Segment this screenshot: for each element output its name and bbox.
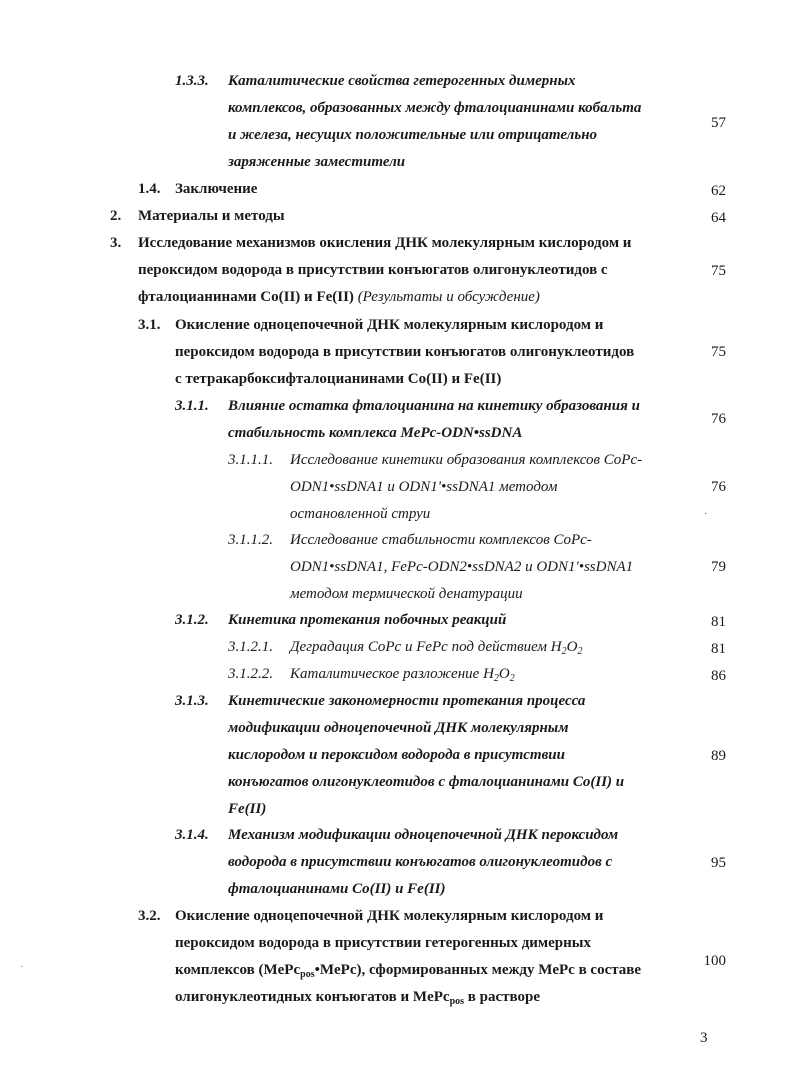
toc-page: 81 — [711, 641, 726, 657]
toc-title[interactable]: Каталитическое разложение $H_2O_2$ — [290, 666, 515, 684]
toc-number: 1.4. — [138, 181, 161, 197]
toc-page: 76 — [711, 479, 726, 495]
toc-page: 76 — [711, 411, 726, 427]
toc-number: 1.3.3. — [175, 73, 209, 89]
toc-number: 2. — [110, 208, 122, 224]
toc-title[interactable]: Заключение — [175, 181, 258, 197]
toc-number: 3.2. — [138, 908, 161, 924]
toc-page: 62 — [711, 183, 726, 199]
toc-page: 81 — [711, 614, 726, 630]
toc-page: 75 — [711, 263, 726, 279]
toc-title[interactable]: Исследование механизмов окисления ДНК молекулярным кислородом и пероксидом водорода в присутствии конъюгатов олигонуклеотидов с фталоцианинами Co(II) и Fe(II) (Результаты и обсуждение) — [138, 235, 632, 305]
page-number: 3 — [700, 1030, 708, 1046]
toc-title[interactable]: Влияние остатка фталоцианина на кинетику образования и стабильность комплекса MePc-ODN•ssDNA — [228, 398, 640, 441]
toc-title[interactable]: Исследование кинетики образования комплексов CoPc- ODN1•ssDNA1 и ODN1'•ssDNA1 методом остановленной струи — [290, 452, 643, 522]
scan-mark: · — [704, 509, 708, 520]
toc-page: 100 — [703, 953, 726, 969]
toc-title[interactable]: Материалы и методы — [138, 208, 285, 224]
toc-title[interactable]: Кинетика протекания побочных реакций — [228, 612, 507, 628]
toc-title[interactable]: Окисление одноцепочечной ДНК молекулярным кислородом и пероксидом водорода в присутствии гетерогенных димерных комплексов (MePc$_{pos}$•MePc), сформированных между MePc в составе олигонуклеотидных конъюгатов и MePc$_{pos}$ в растворе — [175, 908, 642, 1007]
toc-number: 3.1. — [138, 317, 161, 333]
toc-number: 3.1.1. — [175, 398, 209, 414]
toc-title[interactable]: Механизм модификации одноцепочечной ДНК пероксидом водорода в присутствии конъюгатов олигонуклеотидов с фталоцианинами Co(II) и Fe(II) — [228, 827, 619, 897]
toc-page: 95 — [711, 855, 726, 871]
toc-page: 89 — [711, 748, 726, 764]
toc-title[interactable]: Окисление одноцепочечной ДНК молекулярным кислородом и пероксидом водорода в присутствии конъюгатов олигонуклеотидов с тетракарбоксифталоцианинами Co(II) и Fe(II) — [175, 317, 635, 387]
toc-title[interactable]: Каталитические свойства гетерогенных димерных комплексов, образованных между фталоцианинами кобальта и железа, несущих положительные или отрицательно заряженные заместители — [228, 73, 642, 170]
toc-title[interactable]: Деградация CoPc и FePc под действием $H_2O_2$ — [290, 639, 583, 657]
toc-page: 75 — [711, 344, 726, 360]
toc-page: 64 — [711, 210, 726, 226]
toc-number: 3.1.4. — [175, 827, 209, 843]
toc-number: 3.1.3. — [175, 693, 209, 709]
toc-title[interactable]: Исследование стабильности комплексов CoPc- ODN1•ssDNA1, FePc-ODN2•ssDNA2 и ODN1'•ssDNA1 методом термической денатурации — [290, 532, 634, 602]
toc-title[interactable]: Кинетические закономерности протекания процесса модификации одноцепочечной ДНК молекулярным кислородом и пероксидом водорода в присутствии конъюгатов олигонуклеотидов с фталоцианинами Co(II) и Fe(II) — [228, 693, 625, 817]
toc-number: 3.1.2.2. — [228, 666, 273, 682]
toc-number: 3.1.1.2. — [228, 532, 273, 548]
toc-number: 3.1.2. — [175, 612, 209, 628]
toc-page: 57 — [711, 115, 726, 131]
toc-page: 86 — [711, 668, 726, 684]
toc-number: 3.1.1.1. — [228, 452, 273, 468]
scan-mark: · — [20, 962, 24, 973]
toc-number: 3.1.2.1. — [228, 639, 273, 655]
toc-number: 3. — [110, 235, 122, 251]
toc-page: 79 — [711, 559, 726, 575]
